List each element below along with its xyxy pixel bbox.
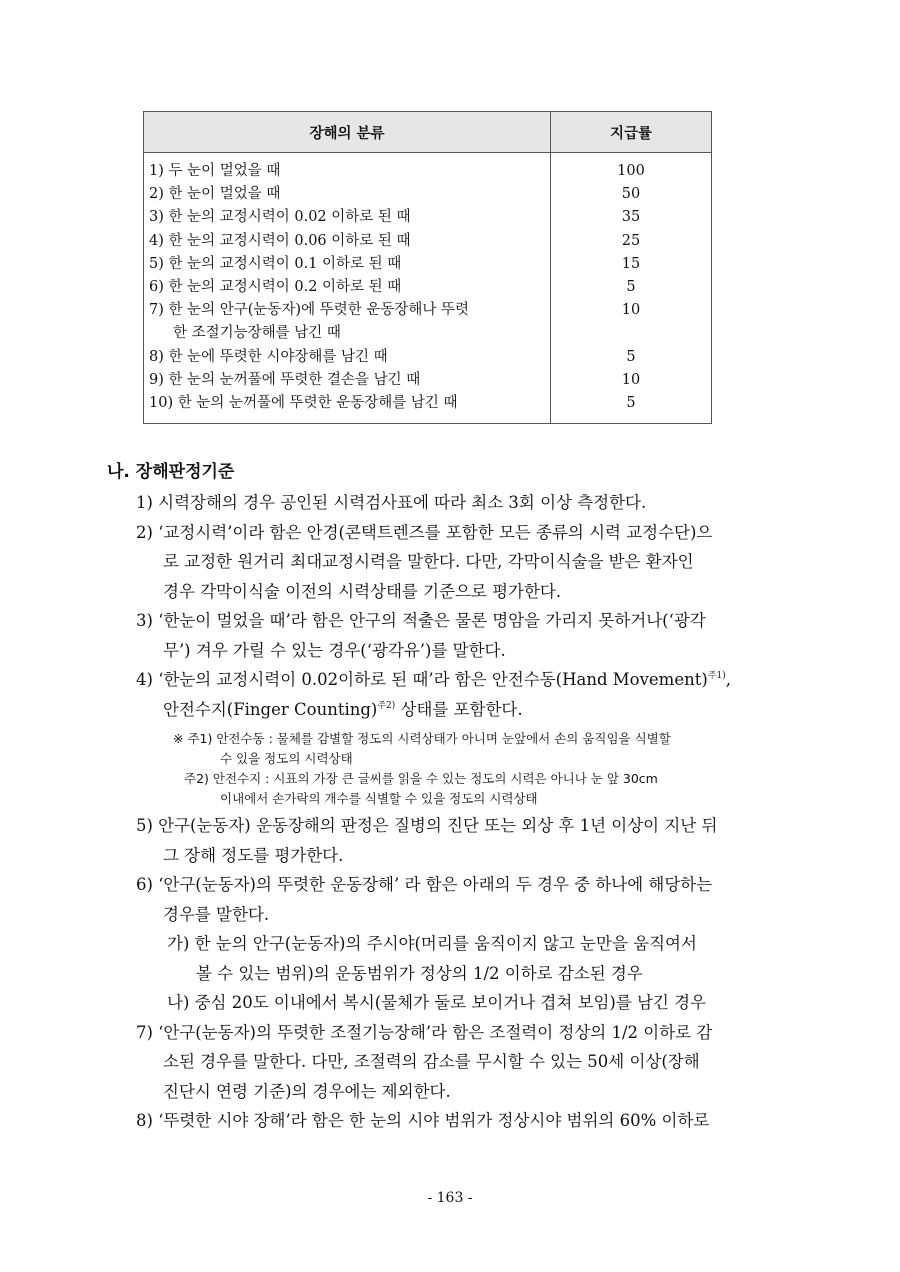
category-item: 9) 한 눈의 눈꺼풀에 뚜렷한 결손을 남긴 때 [149, 371, 421, 388]
criterion-6-cont: 경우를 말한다. [163, 904, 270, 924]
footnote-ref-1: 주1) [707, 671, 726, 681]
footnote-2-cont: 이내에서 손가락의 개수를 식별할 수 있을 정도의 시력상태 [220, 791, 538, 806]
rate-value: 5 [626, 394, 636, 411]
page-number: - 163 - [427, 1190, 473, 1206]
category-item: 8) 한 눈에 뚜렷한 시야장해를 남긴 때 [149, 348, 388, 365]
criterion-8: 8) ‘뚜렷한 시야 장해’라 함은 한 눈의 시야 범위가 정상시야 범위의 60% 이하로 [136, 1111, 710, 1130]
rate-spacer [551, 322, 711, 345]
criterion-5-cont: 그 장해 정도를 평가한다. [163, 845, 344, 865]
footnote-2: 주2) 안전수지 : 시표의 가장 큰 글씨를 읽을 수 있는 정도의 시력은 아니나 눈 앞 30cm [184, 771, 658, 786]
footnote-ref-2: 주2) [377, 700, 396, 711]
rate-value: 5 [626, 348, 636, 365]
category-column [144, 153, 551, 424]
rate-value: 35 [621, 209, 641, 226]
rate-value: 10 [621, 302, 641, 319]
criterion-2-cont: 로 교정한 원거리 최대교정시력을 말한다. 다만, 각막이식술을 받은 환자인 [163, 552, 694, 571]
rate-value: 10 [621, 371, 641, 388]
criterion-7-cont: 진단시 연령 기준)의 경우에는 제외한다. [163, 1081, 451, 1101]
criterion-5: 5) 안구(눈동자) 운동장해의 판정은 질병의 진단 또는 외상 후 1년 이상이 지난 뒤 [136, 816, 718, 835]
criterion-4 [107, 665, 827, 695]
category-item-continued: 한 조절기능장해를 남긴 때 [173, 325, 341, 342]
criterion-6b: 나) 중심 20도 이내에서 복시(물체가 둘로 보이거나 겹쳐 보임)를 남긴 경우 [167, 993, 707, 1012]
rate-value: 50 [621, 186, 641, 203]
rate-value: 100 [617, 163, 645, 179]
category-item: 5) 한 눈의 교정시력이 0.1 이하로 된 때 [149, 255, 402, 272]
criterion-4-text-2: 안전수지(Finger Counting) [163, 699, 378, 719]
category-item: 4) 한 눈의 교정시력이 0.06 이하로 된 때 [149, 232, 411, 249]
category-item: 3) 한 눈의 교정시력이 0.02 이하로 된 때 [149, 209, 411, 226]
footnote-1: ※ 주1) 안전수동 : 물체를 감별할 정도의 시력상태가 아니며 눈앞에서 손의 움직임을 식별할 [173, 731, 671, 746]
criteria-list [107, 488, 827, 1136]
rate-value: 25 [621, 232, 641, 249]
judgment-criteria-section [107, 457, 827, 1136]
criterion-1: 1) 시력장해의 경우 공인된 시력검사표에 따라 최소 3회 이상 측정한다. [136, 493, 647, 512]
criterion-4-cont [107, 695, 827, 725]
header-rate: 지급률 [551, 112, 712, 153]
disability-rate-table [143, 111, 712, 424]
header-category: 장해의 분류 [144, 112, 551, 153]
rate-value: 15 [621, 255, 641, 272]
criterion-6: 6) ‘안구(눈동자)의 뚜렷한 운동장해’ 라 함은 아래의 두 경우 중 하나에 해당하는 [136, 875, 713, 894]
category-item: 7) 한 눈의 안구(눈동자)에 뚜렷한 운동장해나 뚜렷 [149, 302, 469, 319]
category-item: 2) 한 눈이 멀었을 때 [149, 186, 281, 203]
rate-column [551, 153, 712, 424]
criterion-7-cont: 소된 경우를 말한다. 다만, 조절력의 감소를 무시할 수 있는 50세 이상(장해 [163, 1052, 700, 1071]
category-item: 10) 한 눈의 눈꺼풀에 뚜렷한 운동장해를 남긴 때 [149, 394, 458, 411]
section-title: 나. 장해판정기준 [107, 462, 235, 482]
footnote-1-cont: 수 있을 정도의 시력상태 [220, 751, 353, 766]
criterion-2-cont: 경우 각막이식술 이전의 시력상태를 기준으로 평가한다. [163, 581, 562, 601]
criterion-3-cont: 무’) 겨우 가릴 수 있는 경우(‘광각유’)를 말한다. [163, 640, 506, 660]
rate-value: 5 [626, 278, 636, 295]
criterion-6a-cont: 볼 수 있는 범위)의 운동범위가 정상의 1/2 이하로 감소된 경우 [196, 963, 643, 983]
criterion-4-text-3: 상태를 포함한다. [395, 699, 523, 719]
criterion-3: 3) ‘한눈이 멀었을 때’라 함은 안구의 적출은 물론 명암을 가리지 못하거나(‘광각 [136, 611, 706, 630]
category-item: 1) 두 눈이 멀었을 때 [149, 163, 281, 179]
criterion-6a: 가) 한 눈의 안구(눈동자)의 주시야(머리를 움직이지 않고 눈만을 움직여서 [167, 934, 697, 953]
category-item: 6) 한 눈의 교정시력이 0.2 이하로 된 때 [149, 278, 402, 295]
criterion-7: 7) ‘안구(눈동자)의 뚜렷한 조절기능장해’라 함은 조절력이 정상의 1/2 이하로 감 [136, 1022, 713, 1042]
criterion-4-text: 4) ‘한눈의 교정시력이 0.02이하로 된 때’라 함은 안전수동(Hand Movement) [136, 670, 708, 689]
criterion-2: 2) ‘교정시력’이라 함은 안경(콘택트렌즈를 포함한 모든 종류의 시력 교정수단)으 [136, 522, 713, 542]
footnotes [107, 729, 827, 809]
criterion-4-punct: , [725, 670, 731, 689]
